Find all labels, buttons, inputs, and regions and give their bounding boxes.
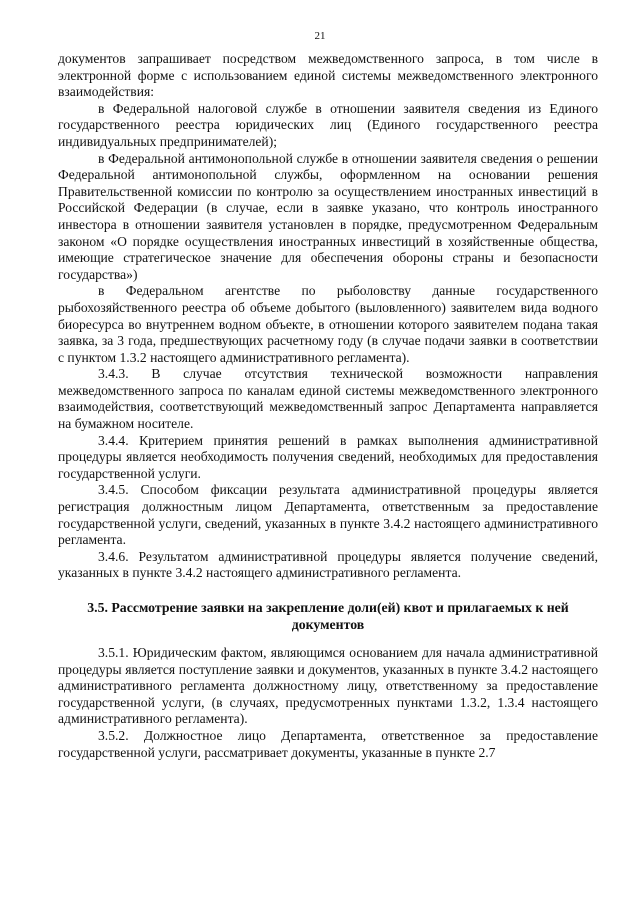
page-number: 21 (314, 30, 326, 42)
paragraph-rosrybolovstvo: в Федеральном агентстве по рыболовству данные государственного рыбохозяйственного реестра об объеме добытого (выловленного) заявителем вида водного биоресурса во внутреннем водном объекте, в отношении которого заявителем подана такая заявка, за 3 года, предшествующих расчетному году (в случае подачи заявки в соответствии с пунктом 1.3.2 настоящего административного регламента). (58, 283, 598, 365)
paragraph-3-4-5: 3.4.5. Способом фиксации результата административной процедуры является регистрация должностным лицом Департамента, ответственным за предоставление государственной услуги, сведений, указанных в пункте 3.4.2 настоящего административного регламента. (58, 482, 598, 548)
paragraph-intro: документов запрашивает посредством межведомственного запроса, в том числе в электронной форме с использованием единой системы межведомственного электронного взаимодействия: (58, 51, 598, 100)
paragraph-3-5-1: 3.5.1. Юридическим фактом, являющимся основанием для начала административной процедуры является поступление заявки и документов, указанных в пункте 3.4.2 настоящего административного регламента должностному лицу, ответственному за предоставление государственной услуги, (в случаях, предусмотренных пунктами 1.3.2, 1.3.4 настоящего административного регламента). (58, 645, 598, 727)
paragraph-3-4-4: 3.4.4. Критерием принятия решений в рамках выполнения административной процедуры является необходимость получения сведений, необходимых для предоставления государственной услуги. (58, 432, 598, 481)
paragraph-3-5-2: 3.5.2. Должностное лицо Департамента, ответственное за предоставление государственной услуги, рассматривает документы, указанные в пункте 2.7 (58, 727, 598, 760)
section-heading-3-5: 3.5. Рассмотрение заявки на закрепление доли(ей) квот и прилагаемых к ней документов (87, 600, 569, 632)
paragraph-3-4-6: 3.4.6. Результатом административной процедуры является получение сведений, указанных в пункте 3.4.2 настоящего административного регламента. (58, 548, 598, 581)
paragraph-fns: в Федеральной налоговой службе в отношении заявителя сведения из Единого государственного реестра юридических лиц (Единого государственного реестра индивидуальных предпринимателей); (58, 100, 598, 149)
paragraph-3-4-3: 3.4.3. В случае отсутствия технической возможности направления межведомственного запроса по каналам единой системы межведомственного электронного взаимодействия, соответствующий межведомственный запрос Департамента направляется на бумажном носителе. (58, 366, 598, 432)
paragraph-fas: в Федеральной антимонопольной службе в отношении заявителя сведения о решении Федеральной антимонопольной службы, оформленном на основании решения Правительственной комиссии по контролю за осуществлением иностранных инвестиций в Российской Федерации (в случае, если в заявке указано, что контроль иностранного инвестора в отношении заявителя установлен в порядке, предусмотренном Федеральным законом «О порядке осуществления иностранных инвестиций в хозяйственные общества, имеющие стратегическое значение для обеспечения обороны страны и безопасности государства») (58, 150, 598, 282)
document-body (58, 51, 598, 761)
